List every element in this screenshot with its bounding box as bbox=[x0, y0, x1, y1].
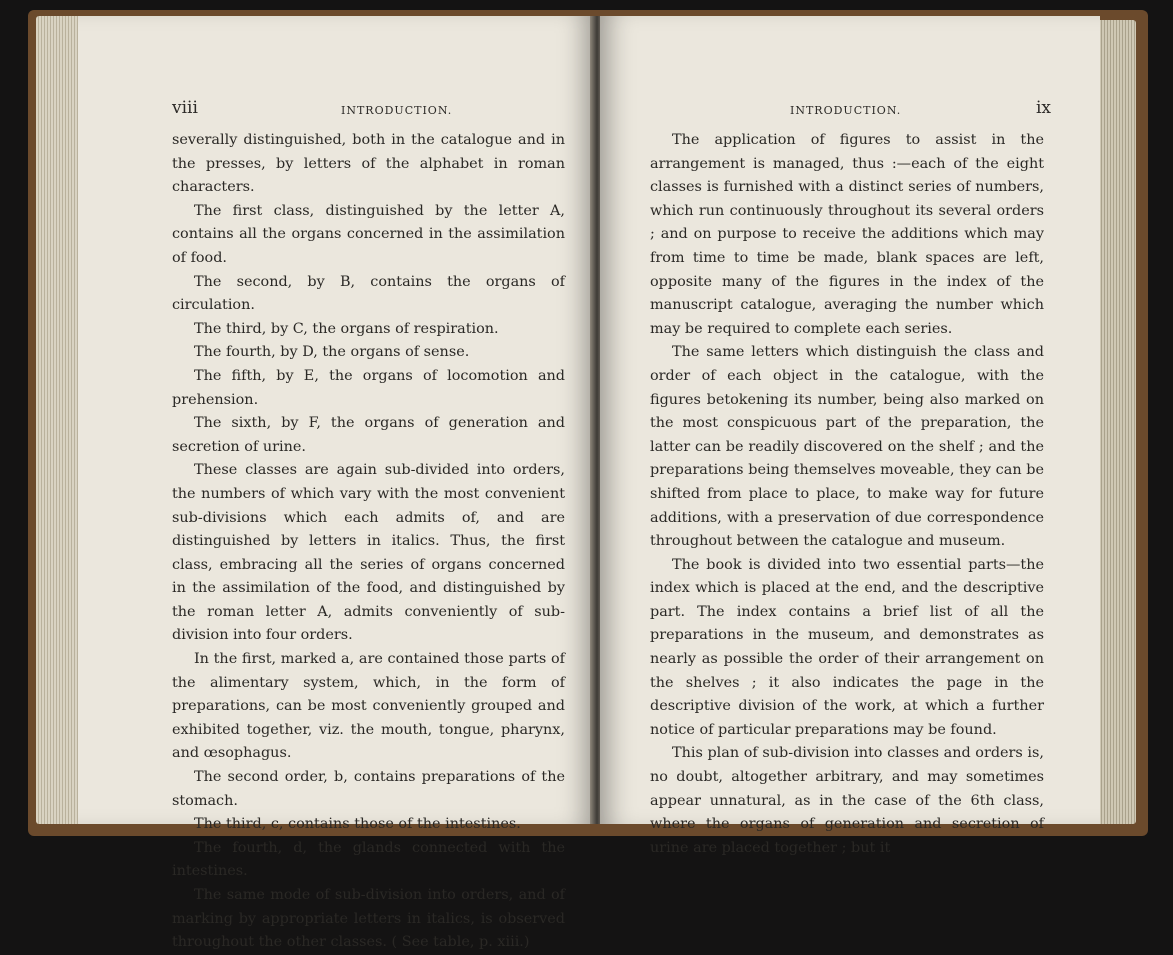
paragraph: The third, c, contains those of the intestines. bbox=[194, 816, 521, 833]
page-edges-left bbox=[36, 16, 82, 824]
paragraph: The fourth, by D, the organs of sense. bbox=[194, 344, 470, 361]
paragraph: The same letters which distinguish the class and order of each object in the catalogue, with the figures betokening its number, being also marked on the most conspicuous part of the preparation, the latter can be readily discovered on the shelf ; and the preparations being themselves moveable, they can be shifted from place to place, to make way for future additions, with a preservation of due correspondence throughout between the catalogue and museum. bbox=[650, 344, 1044, 550]
page-body bbox=[650, 129, 1044, 860]
page-body bbox=[172, 129, 565, 955]
paragraph: These classes are again sub-divided into orders, the numbers of which vary with the most convenient sub-divisions which each admits of, and are distinguished by letters in italics. Thus, the first class, embracing all the series of organs concerned in the assimilation of the food, and distinguished by the roman letter A, admits conveniently of sub-division into four orders. bbox=[172, 462, 565, 644]
paragraph: The application of figures to assist in the arrangement is managed, thus :—each of the eight classes is furnished with a distinct series of numbers, which run continuously throughout its several orders ; and on purpose to receive the additions which may from time to time be made, blank spaces are left, opposite many of the figures in the index of the manuscript catalogue, averaging the number which may be required to complete each series. bbox=[650, 132, 1044, 337]
paragraph: The book is divided into two essential parts—the index which is placed at the end, and the descriptive part. The index contains a brief list of all the preparations in the museum, and demonstrates as nearly as possible the order of their arrangement on the shelves ; it also indicates the page in the descriptive division of the work, at which a further notice of particular preparations may be found. bbox=[650, 556, 1044, 738]
running-head: INTRODUCTION. bbox=[790, 104, 902, 117]
paragraph: This plan of sub-division into classes and orders is, no doubt, altogether arbitrary, and may sometimes appear unnatural, as in the case of the 6th class, where the organs of generation and secretion of urine are placed together ; but it bbox=[650, 745, 1044, 856]
paragraph: The second order, b, contains preparations of the stomach. bbox=[172, 769, 565, 809]
paragraph: The third, by C, the organs of respiration. bbox=[194, 320, 499, 337]
paragraph: The sixth, by F, the organs of generation and secretion of urine. bbox=[172, 415, 565, 455]
paragraph: severally distinguished, both in the catalogue and in the presses, by letters of the alphabet in roman characters. bbox=[172, 132, 565, 196]
paragraph: The fifth, by E, the organs of locomotion and prehension. bbox=[172, 367, 565, 408]
right-page bbox=[600, 16, 1100, 856]
running-head: INTRODUCTION. bbox=[341, 104, 453, 117]
paragraph: The same mode of sub-division into orders, and of marking by appropriate letters in italics, is observed throughout the other classes. ( See table, p. xiii.) bbox=[172, 887, 565, 951]
page-edges-right bbox=[1096, 20, 1136, 824]
paragraph: The second, by B, contains the organs of circulation. bbox=[172, 273, 565, 314]
paragraph: The first class, distinguished by the letter A, contains all the organs concerned in the assimilation of food. bbox=[172, 202, 565, 266]
paragraph: The fourth, d, the glands connected with the intestines. bbox=[172, 839, 565, 880]
left-page bbox=[78, 16, 593, 951]
paragraph: In the first, marked a, are contained those parts of the alimentary system, which, in the form of preparations, can be most conveniently grouped and exhibited together, viz. the mouth, tongue, pharynx, and œsophagus. bbox=[172, 651, 565, 762]
page-number: viii bbox=[172, 98, 198, 118]
page-number: ix bbox=[1036, 98, 1052, 118]
